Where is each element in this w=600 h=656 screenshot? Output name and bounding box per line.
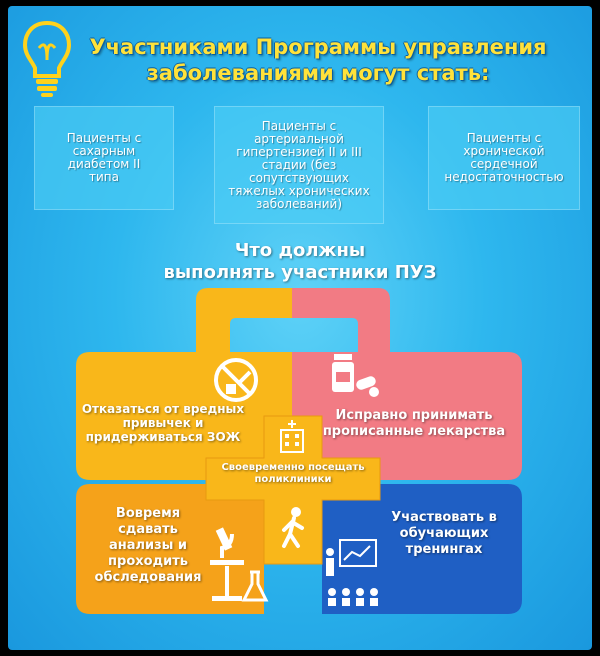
action-quit-habits: Отказаться от вредных привычек и придерживаться ЗОЖ	[81, 402, 245, 444]
patient-text: Пациенты с хронической сердечной недостаточностью	[444, 131, 564, 184]
patient-text: Пациенты с сахарным диабетом II типа	[66, 131, 142, 184]
section-subtitle: Что должны выполнять участники ПУЗ	[163, 240, 437, 283]
page-title: Участниками Программы управления заболеваниями могут стать:	[89, 35, 547, 85]
action-tests: Вовремя сдавать анализы и проходить обследования	[94, 506, 202, 585]
case-handle-left	[196, 288, 292, 352]
action-visit-clinic: Своевременно посещать поликлиники	[221, 462, 365, 485]
action-trainings: Участвовать в обучающих тренингах	[391, 510, 497, 557]
case-handle-right	[292, 288, 390, 352]
patient-text: Пациенты с артериальной гипертензией II и III стадии (без сопутствующих тяжелых хронических заболеваний)	[228, 118, 370, 211]
action-take-medicine: Исправно принимать прописанные лекарства	[322, 408, 506, 439]
